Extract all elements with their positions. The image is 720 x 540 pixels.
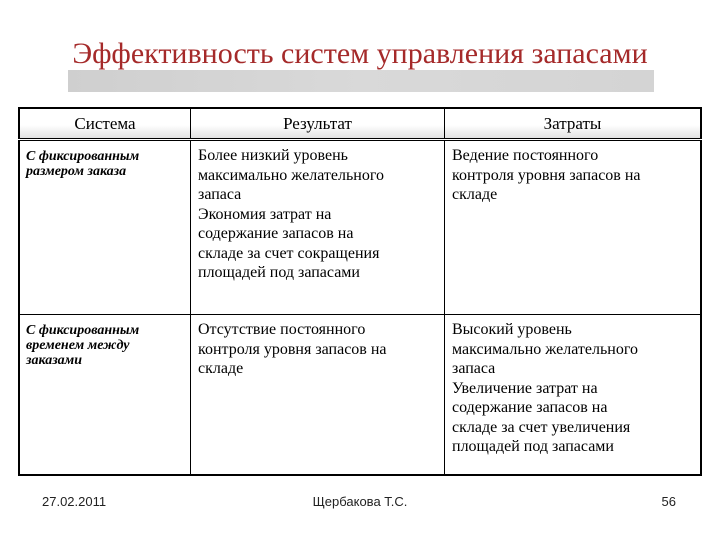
cell-line: С фиксированным (26, 323, 140, 338)
footer-author: Щербакова Т.С. (312, 494, 408, 509)
footer-date: 27.02.2011 (42, 494, 107, 509)
cell-line: Высокий уровень (452, 321, 572, 338)
result-cell (191, 140, 445, 315)
cell-line: запаса (452, 360, 496, 377)
cell-line: С фиксированным (26, 149, 140, 164)
cell-line: складе за счет увеличения (452, 418, 631, 436)
cell-line: Увеличение затрат на (452, 379, 598, 397)
header-result: Результат (191, 108, 445, 140)
cell-line: площадей под запасами (452, 438, 614, 455)
footer-page-number: 56 (661, 494, 676, 509)
table-header-row (19, 108, 701, 140)
cell-line: Отсутствие постоянного (198, 321, 366, 338)
cell-line: размером заказа (26, 164, 127, 179)
table-row (19, 140, 701, 315)
cell-line: Ведение постоянного (452, 147, 599, 164)
header-costs: Затраты (445, 108, 702, 140)
system-cell (19, 315, 191, 475)
cell-line: Более низкий уровень (198, 147, 348, 164)
cell-line: запаса (198, 186, 242, 203)
cell-line: содержание запасов на (452, 399, 608, 416)
slide-title: Эффективность систем управления запасами (72, 37, 648, 70)
cell-line: максимально желательного (198, 166, 384, 184)
costs-cell (445, 315, 702, 475)
result-cell (191, 315, 445, 475)
cell-line: складе (452, 186, 498, 203)
cell-line: временем между (26, 338, 130, 353)
system-cell (19, 140, 191, 315)
efficiency-table (18, 107, 702, 476)
cell-line: площадей под запасами (198, 264, 360, 281)
table-row (19, 315, 701, 475)
header-system: Система (19, 108, 191, 140)
cell-line: максимально желательного (452, 340, 638, 358)
cell-line: складе (198, 360, 244, 377)
costs-cell (445, 140, 702, 315)
title-decor-bar (68, 70, 654, 92)
cell-line: контроля уровня запасов на (198, 340, 387, 358)
cell-line: Экономия затрат на (198, 205, 332, 223)
cell-line: складе за счет сокращения (198, 244, 380, 262)
cell-line: содержание запасов на (198, 225, 354, 242)
cell-line: контроля уровня запасов на (452, 166, 641, 184)
cell-line: заказами (26, 353, 83, 368)
